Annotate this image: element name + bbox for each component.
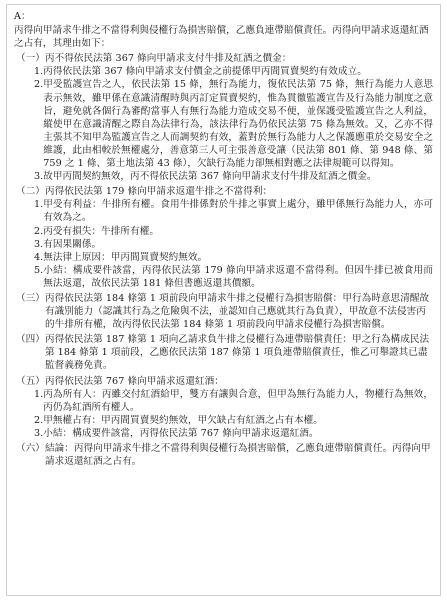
list-item: [14, 251, 433, 264]
item-text: 故甲丙間契約無效，丙不得依民法第 367 條向甲請求支付牛排及紅酒之價金。: [43, 171, 377, 183]
item-number: 3.: [34, 171, 44, 183]
section: [14, 442, 433, 468]
section-number: （二）: [16, 186, 45, 198]
item-number: 2.: [34, 225, 44, 237]
section: [14, 185, 433, 198]
intro-paragraph: 丙得向甲請求牛排之不當得利與侵權行為損害賠償，乙應負連帶賠償責任。丙得向甲請求返還紅酒之占有，其理由如下：: [14, 25, 429, 50]
list-item: [14, 198, 433, 224]
section-heading: 結論：丙得向甲請求牛排之不當得利與侵權行為損害賠償，乙應負連帶賠償責任。丙得向甲請求返還紅酒之占有。: [44, 443, 431, 468]
answer-label: A：: [14, 11, 31, 22]
list-item: [14, 225, 433, 238]
section-heading: 丙得依民法第 179 條向甲請求返還牛排之不當得利：: [44, 186, 273, 198]
item-text: 丙為所有人：丙雖交付紅酒給甲，雙方有讓與合意，但甲為無行為能力人，物權行為無效，丙仍為紅酒所有權人。: [43, 388, 433, 413]
item-text: 小結：構成要件該當，丙得依民法第 767 條向甲請求返還紅酒。: [43, 427, 319, 439]
section: [14, 333, 433, 372]
list-item: [14, 264, 433, 290]
item-number: 1.: [34, 388, 44, 400]
section-number: （一）: [16, 53, 45, 65]
item-number: 3.: [34, 427, 44, 439]
list-item: [14, 78, 433, 170]
list-item: [14, 65, 433, 78]
item-number: 2.: [34, 79, 44, 91]
section-heading: 丙得依民法第 184 條第 1 項前段向甲請求牛排之侵權行為損害賠償：甲行為時意思清醒故有識別能力（認識其行為之危險與不法，並認知自己應就其行為負責），甲故意不法侵害丙的牛排所有權，故丙得依民法第 184 條第 1 項前段向甲請求侵權行為損害賠償。: [44, 292, 430, 331]
item-number: 3.: [34, 238, 44, 250]
section-heading: 丙得依民法第 187 條第 1 項向乙請求負牛排之侵權行為連帶賠償責任：甲之行為構成民法第 184 條第 1 項前段，乙應依民法第 187 條第 1 項負連帶賠償責任，惟乙可舉證其已盡監督義務免責。: [44, 334, 430, 372]
section: [14, 375, 433, 388]
section-number: （四）: [16, 334, 45, 346]
list-item: [14, 170, 433, 183]
item-text: 甲受有利益：牛排所有權。食用牛排係對於牛排之事實上處分，雖甲係無行為能力人，亦可有效為之。: [43, 199, 433, 224]
section-heading: 丙得依民法第 767 條向甲請求返還紅酒：: [44, 375, 224, 387]
item-text: 無法律上原因：甲丙間買賣契約無效。: [43, 251, 208, 263]
section-number: （三）: [16, 292, 45, 304]
item-text: 丙得依民法第 367 條向甲請求支付價金之前提係甲丙間買賣契約有效成立。: [43, 66, 367, 78]
item-text: 小結：構成要件該當，丙得依民法第 179 條向甲請求返還不當得利。但因牛排已被食用而無法返還，故依民法第 181 條但書應返還其價額。: [43, 264, 433, 289]
sections-container: [14, 52, 433, 468]
item-number: 1.: [34, 199, 44, 211]
item-text: 甲受監護宣告之人，依民法第 15 條，無行為能力，復依民法第 75 條，無行為能力人意思表示無效，雖甲係在意識清醒時與丙訂定買賣契約，惟為貫徹監護宣告及行為能力制度之意旨，避免就各個行為審酌當事人有無行為能力造成交易不便，並保護受監護宣告之人利益，縱使甲在意識清醒之際自為法律行為，該法律行為仍依民法第 75 條為無效。又，乙亦不得主張其不知甲為監護宣告之人而調契約有效，蓋對於無行為能力人之保護應重於交易安全之維護，此由相較於無權處分，善意第三人可主張善意受讓（民法第 801 條、第 948 條、第 759 之 1 條、第土地法第 43 條），欠缺行為能力卻無相對應之法律規範可以得知。: [43, 79, 433, 170]
section-heading: 丙不得依民法第 367 條向甲請求支付牛排及紅酒之價金：: [44, 53, 292, 65]
item-number: 2.: [34, 414, 44, 426]
list-item: [14, 238, 433, 251]
list-item: [14, 427, 433, 440]
item-text: 丙受有損失：牛排所有權。: [43, 225, 159, 237]
item-number: 1.: [34, 66, 44, 78]
item-number: 5.: [34, 264, 44, 276]
section-number: （五）: [16, 375, 45, 387]
list-item: [14, 388, 433, 414]
section: [14, 52, 433, 65]
item-text: 有因果關係。: [43, 238, 102, 250]
item-text: 甲無權占有：甲丙間買賣契約無效，甲欠缺占有紅酒之占有本權。: [43, 414, 323, 426]
section-number: （六）: [16, 443, 45, 454]
list-item: [14, 414, 433, 427]
section: [14, 292, 433, 331]
item-number: 4.: [34, 251, 44, 263]
